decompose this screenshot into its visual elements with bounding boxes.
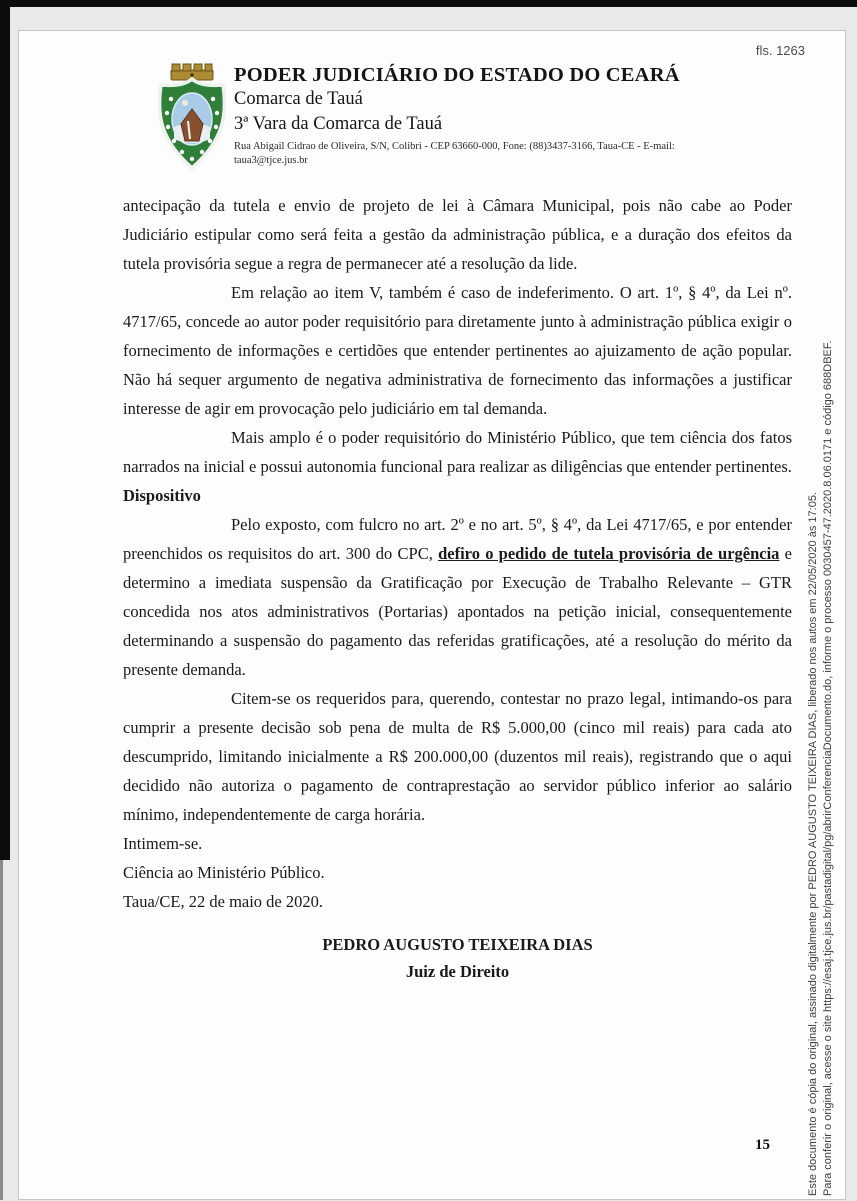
ceara-coat-of-arms-icon (147, 61, 237, 175)
paragraph-continuation: antecipação da tutela e envio de projeto de lei à Câmara Municipal, pois não cabe ao Poder Judiciário estipular como será feita a gestão da administração pública, e a duração dos efeitos da tutela provisória segue a regra de permanecer até a resolução da lide. (123, 196, 792, 273)
scan-left-edge-shadow (0, 860, 3, 1200)
page-number: 15 (755, 1137, 770, 1153)
paragraph-citacao: Citem-se os requeridos para, querendo, contestar no prazo legal, intimando-os para cumprir a presente decisão sob pena de multa de R$ 5.000,00 (cinco mil reais) para cada ato descumprido, limitando inicialmente a R$ 200.000,00 (duzentos mil reais), registrando que o aqui decidido não autoriza o pagamento de contraprestação ao servidor público inferior ao salário mínimo, independentemente de carga horária. (123, 689, 792, 824)
signature-notice-line-2: Para conferir o original, acesse o site https://esaj.tjce.jus.br/pastadigital/pg/abrirConferenciaDocumento.do, informe o processo 0030457-47.2020.8.06.0171 e código 688DBEF. (821, 340, 834, 1196)
dispositivo-grant-emphasis: defiro o pedido de tutela provisória de urgência (438, 544, 780, 563)
judge-name: PEDRO AUGUSTO TEIXEIRA DIAS (322, 935, 593, 954)
court-address (234, 140, 714, 167)
vara-line: 3ª Vara da Comarca de Tauá (234, 114, 443, 134)
signature-block (123, 931, 792, 985)
address-line-2: taua3@tjce.jus.br (234, 154, 308, 166)
court-title: PODER JUDICIÁRIO DO ESTADO DO CEARÁ (234, 64, 680, 86)
paragraph-ministerio-publico: Mais amplo é o poder requisitório do Ministério Público, que tem ciência dos fatos narrados na inicial e possui autonomia funcional para realizar as diligências que entender pertinentes. (123, 428, 792, 476)
judge-role: Juiz de Direito (405, 962, 510, 981)
signature-notice-line-1: Este documento é cópia do original, assinado digitalmente por PEDRO AUGUSTO TEIXEIRA DIAS, liberado nos autos em 22/05/2020 às 17:05. (807, 492, 819, 1196)
dispositivo-lead: Pelo exposto, com fulcro no art. 2º e no art. 5º, § 4º, da Lei 4717/65, e por entender preenchidos os requisitos do art. 300 do CPC, (123, 515, 792, 563)
document-page (18, 30, 846, 1200)
paragraph-dispositivo (123, 510, 792, 684)
closing-date-line: Taua/CE, 22 de maio de 2020. (123, 892, 324, 911)
letterhead (234, 63, 794, 167)
scan-top-black-bar (0, 0, 857, 7)
dispositivo-tail: e determino a imediata suspensão da Gratificação por Execução de Trabalho Relevante – GTR concedida nos atos administrativos (Portarias) apontados na petição inicial, consequentemente determinando a suspensão do pagamento das referidas gratificações, até a resolução do mérito da presente demanda. (123, 544, 793, 679)
closing-ciencia-mp: Ciência ao Ministério Público. (123, 863, 325, 882)
paragraph-item-v: Em relação ao item V, também é caso de indeferimento. O art. 1º, § 4º, da Lei nº. 4717/65, concede ao autor poder requisitório para diretamente junto à administração pública exigir o fornecimento de informações e certidões que entender pertinentes ao ajuizamento de ação popular. Não há sequer argumento de negativa administrativa de fornecimento das informações a justificar interesse de agir em provocação pelo judiciário em tal demanda. (123, 283, 792, 418)
scan-left-black-bar (0, 0, 10, 860)
folio-label: fls. 1263 (755, 43, 805, 58)
comarca-line: Comarca de Tauá (234, 89, 363, 109)
section-heading-dispositivo: Dispositivo (123, 486, 201, 505)
digital-signature-sidebar (806, 16, 835, 1196)
address-line-1: Rua Abigail Cidrao de Oliveira, S/N, Colibri - CEP 63660-000, Fone: (88)3437-3166, Taua-CE - E-mail: (234, 141, 675, 152)
closing-intimem-se: Intimem-se. (123, 834, 203, 853)
decision-text (123, 191, 792, 985)
